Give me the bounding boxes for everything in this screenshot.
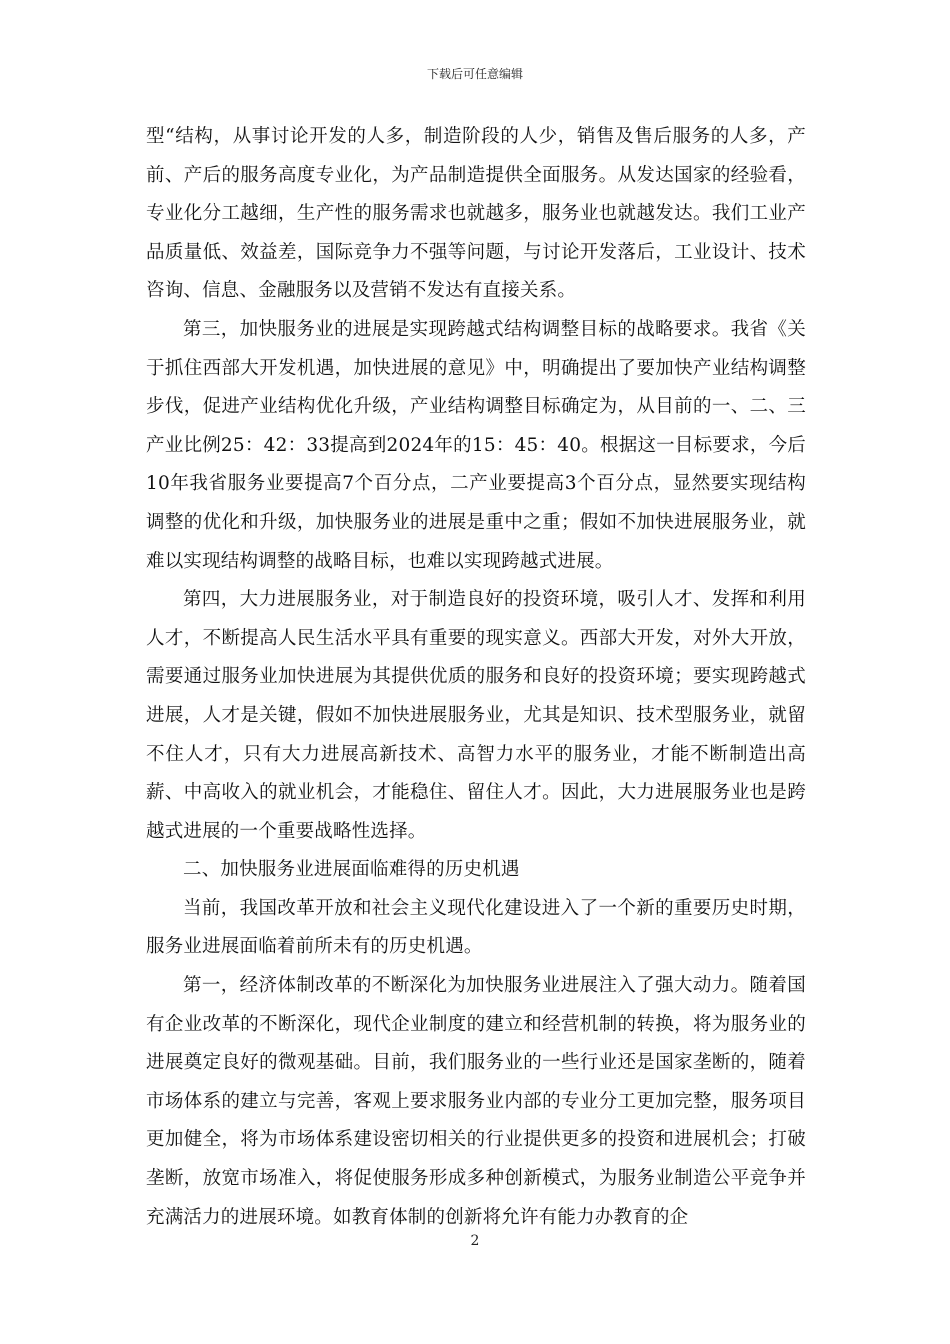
paragraph-third-point: 第三，加快服务业的进展是实现跨越式结构调整目标的战略要求。我省《关于抓住西部大开发机遇，加快进展的意见》中，明确提出了要加快产业结构调整步伐，促进产业结构优化升级，产业结构调整目标确定为，从目前的一、二、三产业比例25：42：33提高到2024年的15：45：40。根据这一目标要求，今后10年我省服务业要提高7个百分点，二产业要提高3个百分点，显然要实现结构调整的优化和升级，加快服务业的进展是重中之重；假如不加快进展服务业，就难以实现结构调整的战略目标，也难以实现跨越式进展。 bbox=[146, 318, 806, 572]
paragraph-first-point: 第一，经济体制改革的不断深化为加快服务业进展注入了强大动力。随着国有企业改革的不断深化，现代企业制度的建立和经营机制的转换，将为服务业的进展奠定良好的微观基础。目前，我们服务业的一些行业还是国家垄断的，随着市场体系的建立与完善，客观上要求服务业内部的专业分工更加完整，服务项目更加健全，将为市场体系建设密切相关的行业提供更多的投资和进展机会；打破垄断，放宽市场准入，将促使服务形成多种创新模式，为服务业制造公平竞争并充满活力的进展环境。如教育体制的创新将允许有能力办教育的企 bbox=[146, 975, 806, 1228]
body-text bbox=[146, 118, 806, 1237]
paragraph-fourth-point: 第四，大力进展服务业，对于制造良好的投资环境，吸引人才、发挥和利用人才，不断提高人民生活水平具有重要的现实意义。西部大开发，对外大开放，需要通过服务业加快进展为其提供优质的服务和良好的投资环境；要实现跨越式进展，人才是关键，假如不加快进展服务业，尤其是知识、技术型服务业，就留不住人才，只有大力进展高新技术、高智力水平的服务业，才能不断制造出高薪、中高收入的就业机会，才能稳住、留住人才。因此，大力进展服务业也是跨越式进展的一个重要战略性选择。 bbox=[146, 589, 806, 842]
section-heading: 二、加快服务业进展面临难得的历史机遇 bbox=[183, 859, 520, 881]
page-header: 下载后可任意编辑 bbox=[426, 67, 523, 81]
paragraph-continuation: 型“结构，从事讨论开发的人多，制造阶段的人少，销售及售后服务的人多，产前、产后的服务高度专业化，为产品制造提供全面服务。从发达国家的经验看，专业化分工越细，生产性的服务需求也就越多，服务业也就越发达。我们工业产品质量低、效益差，国际竞争力不强等问题，与讨论开发落后，工业设计、技术咨询、信息、金融服务以及营销不发达有直接关系。 bbox=[146, 126, 806, 302]
paragraph-intro: 当前，我国改革开放和社会主义现代化建设进入了一个新的重要历史时期，服务业进展面临着前所未有的历史机遇。 bbox=[146, 897, 806, 958]
page-number: 2 bbox=[470, 1233, 480, 1249]
